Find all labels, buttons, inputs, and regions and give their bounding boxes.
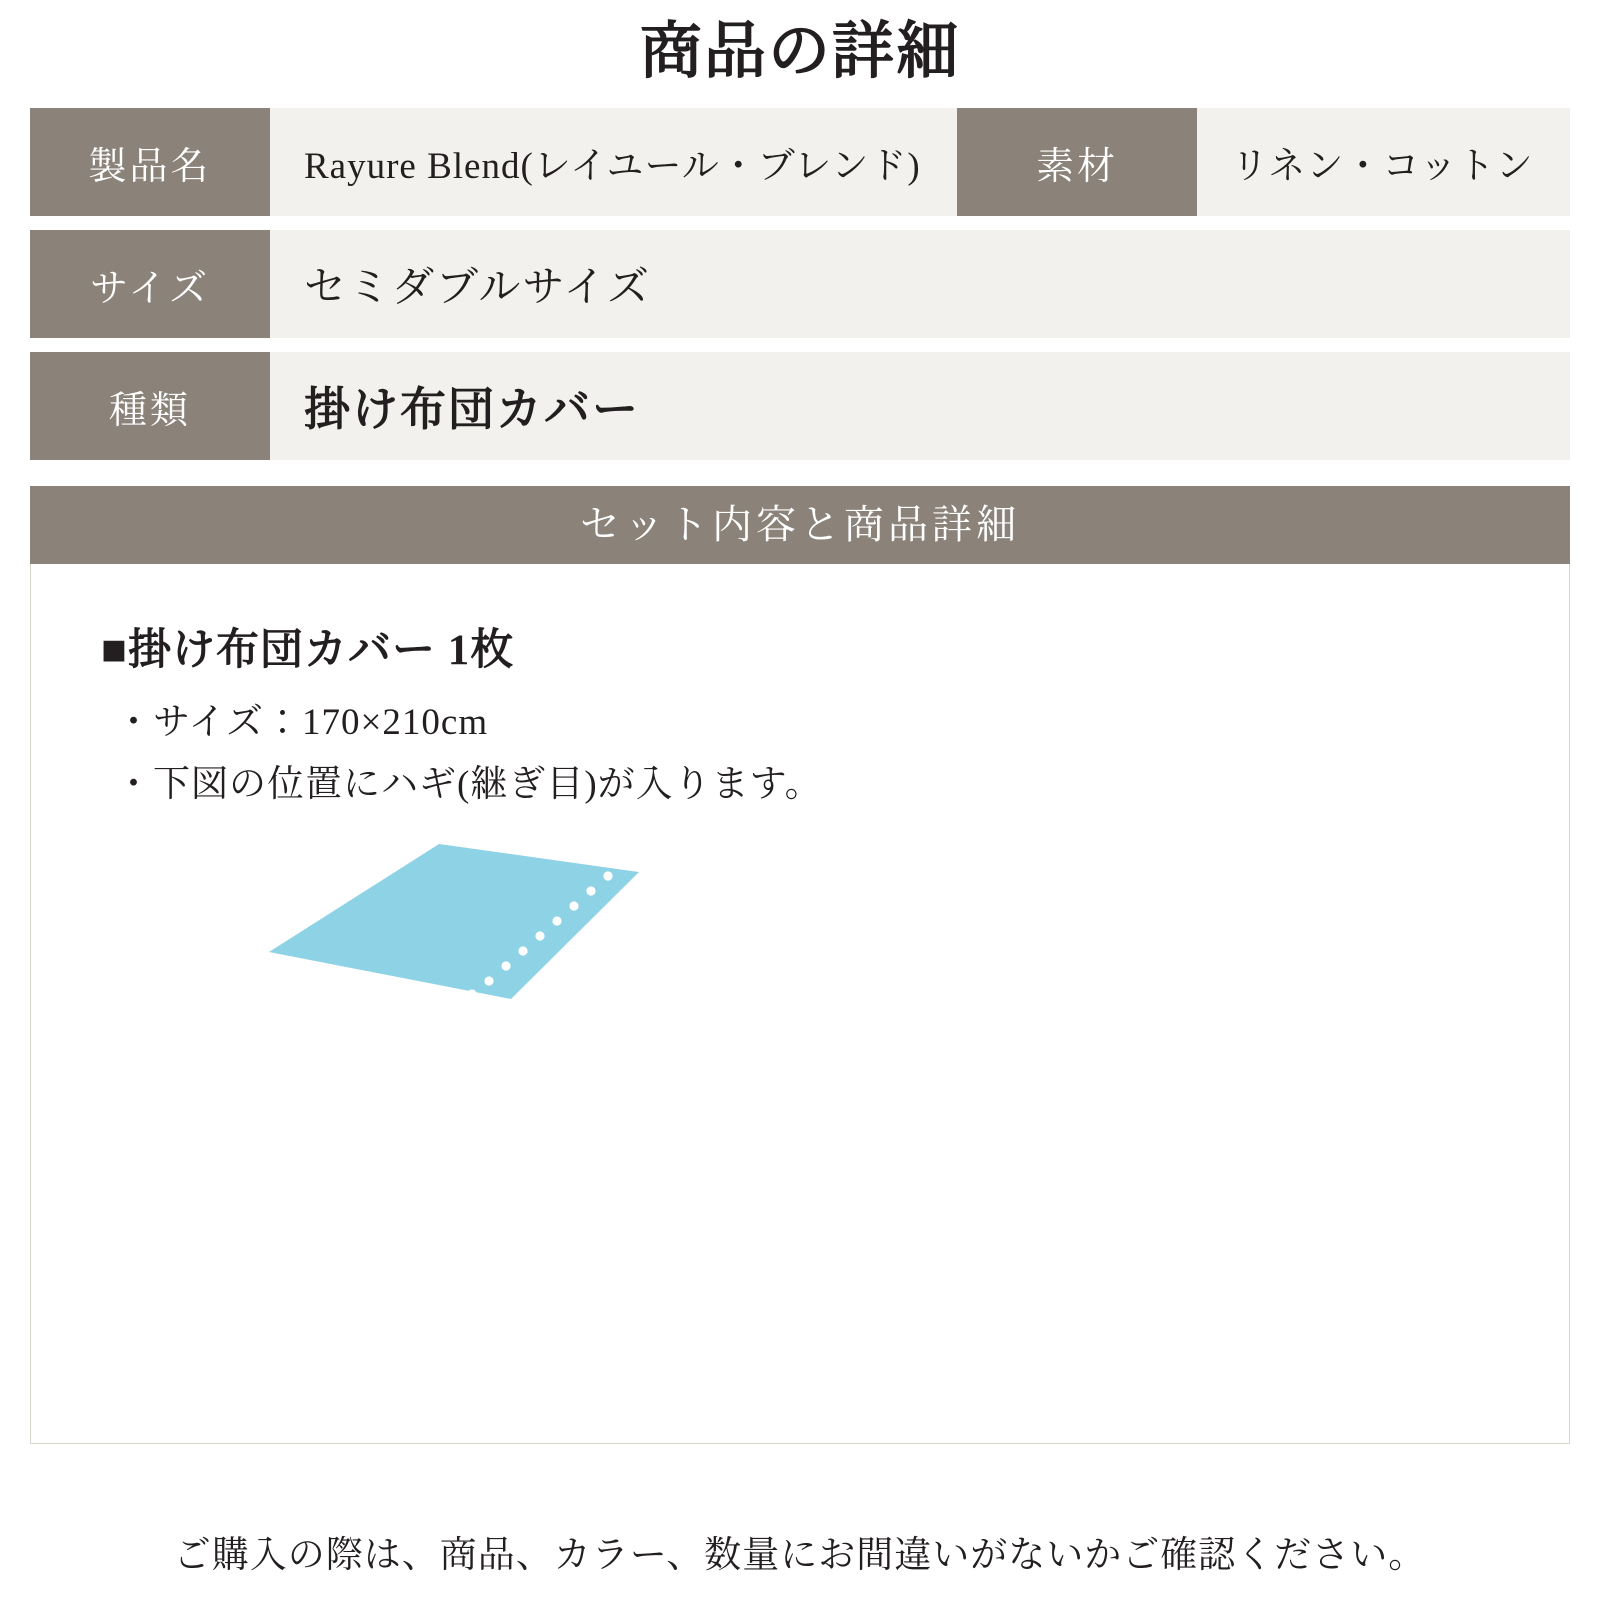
spec-value-type: 掛け布団カバー <box>270 352 1570 460</box>
set-item-heading: ■掛け布団カバー 1枚 <box>101 627 515 675</box>
duvet-cover-illustration <box>261 834 681 1034</box>
set-contents-banner: セット内容と商品詳細 <box>30 486 1570 564</box>
duvet-cover-icon <box>261 834 681 1034</box>
spec-value-size: セミダブルサイズ <box>270 230 1570 338</box>
table-row <box>30 352 1570 460</box>
page-title: 商品の詳細 <box>639 18 960 86</box>
spec-table <box>30 108 1570 460</box>
set-item-line-size: ・サイズ：170×210cm <box>115 702 489 744</box>
purchase-confirmation-note: ご購入の際は、商品、カラー、数量にお間違いがないかご確認ください。 <box>173 1535 1427 1576</box>
spec-label-type: 種類 <box>30 352 270 460</box>
set-item-line-seam: ・下図の位置にハギ(継ぎ目)が入ります。 <box>115 764 823 806</box>
table-row <box>30 230 1570 338</box>
spec-label-material: 素材 <box>957 108 1197 216</box>
spec-label-size: サイズ <box>30 230 270 338</box>
set-contents-body <box>30 564 1570 1444</box>
spec-value-material: リネン・コットン <box>1197 108 1570 216</box>
spec-value-product-name: Rayure Blend(レイユール・ブレンド) <box>270 108 957 216</box>
spec-label-product-name: 製品名 <box>30 108 270 216</box>
table-row <box>30 108 1570 216</box>
